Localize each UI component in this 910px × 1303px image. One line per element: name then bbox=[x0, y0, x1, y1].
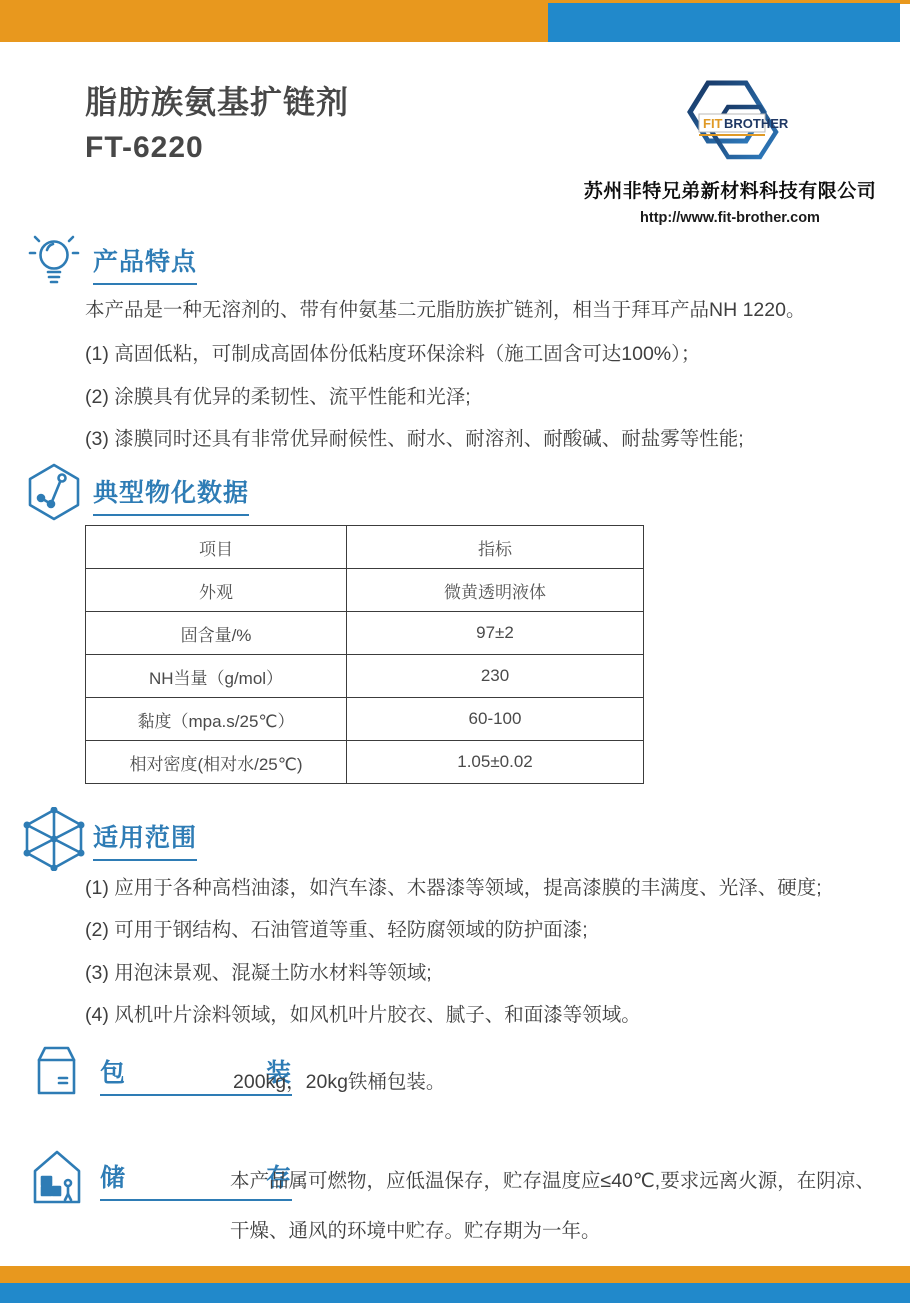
table-cell-item: NH当量（g/mol） bbox=[86, 655, 347, 698]
table-cell-item: 相对密度(相对水/25℃) bbox=[86, 741, 347, 784]
section-title-physical-data: 典型物化数据 bbox=[93, 473, 249, 516]
table-row bbox=[86, 741, 644, 784]
logo-fit-text: FIT bbox=[703, 116, 723, 131]
storage-text: 本产品属可燃物，应低温保存，贮存温度应≤40℃,要求远离火源，在阴凉、干燥、通风的环境中贮存。贮存期为一年。 bbox=[230, 1170, 875, 1242]
section-title-storage: 储 存 bbox=[100, 1158, 292, 1201]
table-header-spec: 指标 bbox=[347, 526, 644, 569]
features-item: (1) 高固低粘，可制成高固体份低粘度环保涂料（施工固含可达100%）； bbox=[85, 343, 701, 365]
features-item: (3) 漆膜同时还具有非常优异耐候性、耐水、耐溶剂、耐酸碱、耐盐雾等性能; bbox=[85, 428, 744, 450]
product-title: 脂肪族氨基扩链剂 bbox=[85, 84, 350, 120]
table-row bbox=[86, 698, 644, 741]
top-blue-bar bbox=[548, 3, 900, 42]
section-title-features: 产品特点 bbox=[93, 242, 197, 285]
physical-data-table bbox=[85, 525, 644, 784]
table-cell-spec: 1.05±0.02 bbox=[347, 741, 644, 784]
brand-column bbox=[552, 74, 908, 226]
cube-icon bbox=[23, 807, 85, 871]
lightbulb-icon bbox=[26, 231, 82, 291]
features-item: (2) 涂膜具有优异的柔韧性、流平性能和光泽; bbox=[85, 386, 471, 408]
title-block bbox=[85, 84, 349, 165]
table-cell-item: 外观 bbox=[86, 569, 347, 612]
website-link: http://www.fit-brother.com bbox=[640, 210, 820, 226]
section-title-packaging: 包 装 bbox=[100, 1053, 292, 1096]
table-cell-spec: 97±2 bbox=[347, 612, 644, 655]
packaging-text: 200kg，20kg铁桶包装。 bbox=[233, 1071, 446, 1093]
top-orange-bar bbox=[0, 0, 548, 42]
bottom-orange-bar bbox=[0, 1266, 910, 1283]
table-cell-spec: 微黄透明液体 bbox=[347, 569, 644, 612]
scope-item: (2) 可用于钢结构、石油管道等重、轻防腐领域的防护面漆; bbox=[85, 919, 588, 941]
table-row bbox=[86, 612, 644, 655]
table-cell-spec: 60-100 bbox=[347, 698, 644, 741]
section-title-scope: 适用范围 bbox=[93, 818, 197, 861]
product-code: FT-6220 bbox=[85, 130, 204, 164]
table-header-row bbox=[86, 526, 644, 569]
company-name: 苏州非特兄弟新材料科技有限公司 bbox=[583, 181, 877, 202]
scope-item: (3) 用泡沫景观、混凝土防水材料等领域; bbox=[85, 962, 432, 984]
table-cell-item: 黏度（mpa.s/25℃） bbox=[86, 698, 347, 741]
table-cell-spec: 230 bbox=[347, 655, 644, 698]
bottom-blue-bar bbox=[0, 1283, 910, 1303]
table-row bbox=[86, 569, 644, 612]
table-row bbox=[86, 655, 644, 698]
warehouse-icon bbox=[31, 1147, 83, 1207]
package-icon bbox=[31, 1042, 81, 1100]
scope-item: (1) 应用于各种高档油漆，如汽车漆、木器漆等领域，提高漆膜的丰满度、光泽、硬度; bbox=[85, 877, 822, 899]
scope-item: (4) 风机叶片涂料领域，如风机叶片胶衣、腻子、和面漆等领域。 bbox=[85, 1004, 641, 1026]
table-header-item: 项目 bbox=[86, 526, 347, 569]
table-cell-item: 固含量/% bbox=[86, 612, 347, 655]
features-intro: 本产品是一种无溶剂的、带有仲氨基二元脂肪族扩链剂，相当于拜耳产品NH 1220。 bbox=[85, 299, 806, 321]
logo-brother-text: BROTHER bbox=[724, 116, 789, 131]
molecule-icon bbox=[26, 462, 82, 522]
fitbrother-logo-icon bbox=[666, 74, 794, 174]
